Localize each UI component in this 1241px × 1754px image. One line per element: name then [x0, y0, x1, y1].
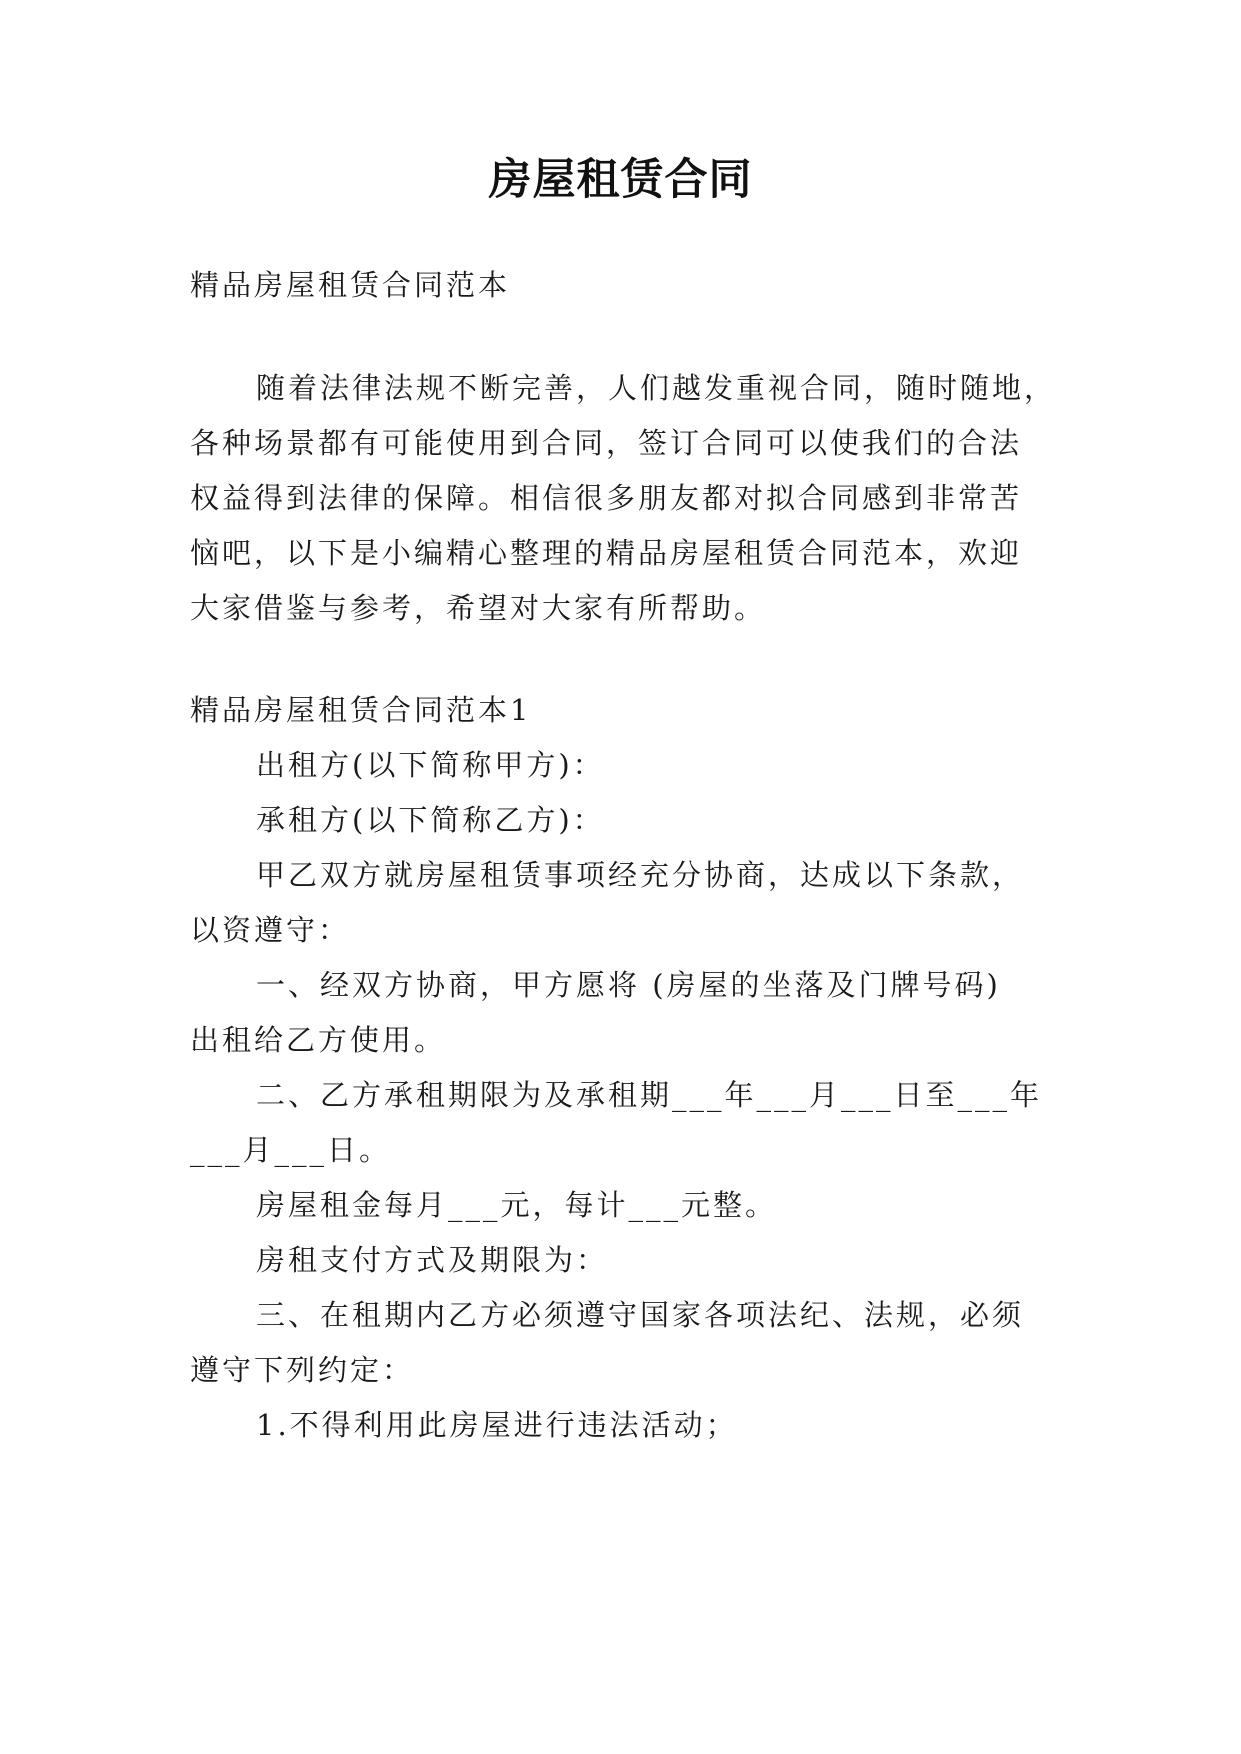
body-line: 承租方(以下简称乙方)：	[256, 803, 605, 837]
intro-line: 各种场景都有可能使用到合同，签订合同可以使我们的合法	[190, 426, 1023, 460]
body-line: 二、乙方承租期限为及承租期___年___月___日至___年	[256, 1078, 1043, 1112]
intro-line: 恼吧，以下是小编精心整理的精品房屋租赁合同范本，欢迎	[190, 536, 1023, 570]
body-line: 出租方(以下简称甲方)：	[256, 748, 605, 782]
section-heading: 精品房屋租赁合同范本1	[190, 693, 532, 727]
body-line: 甲乙双方就房屋租赁事项经充分协商，达成以下条款，	[256, 858, 1025, 892]
body-line: 出租给乙方使用。	[190, 1023, 447, 1057]
body-line: ___月___日。	[190, 1133, 392, 1167]
body-line: 以资遵守：	[190, 913, 351, 947]
body-line: 房租支付方式及期限为：	[256, 1243, 609, 1277]
body-line: 一、经双方协商，甲方愿将 (房屋的坐落及门牌号码)	[256, 968, 1001, 1002]
body-line: 遵守下列约定：	[190, 1353, 415, 1387]
intro-line: 随着法律法规不断完善，人们越发重视合同，随时随地，	[256, 371, 1057, 405]
intro-line: 权益得到法律的保障。相信很多朋友都对拟合同感到非常苦	[190, 481, 1023, 515]
body-line: 1.不得利用此房屋进行违法活动；	[256, 1408, 738, 1442]
intro-line: 大家借鉴与参考，希望对大家有所帮助。	[190, 591, 767, 625]
document-subtitle: 精品房屋租赁合同范本	[190, 268, 511, 302]
body-line: 房屋租金每月___元，每计___元整。	[256, 1188, 778, 1222]
document-title: 房屋租赁合同	[488, 155, 753, 205]
body-line: 三、在租期内乙方必须遵守国家各项法纪、法规，必须	[256, 1298, 1025, 1332]
